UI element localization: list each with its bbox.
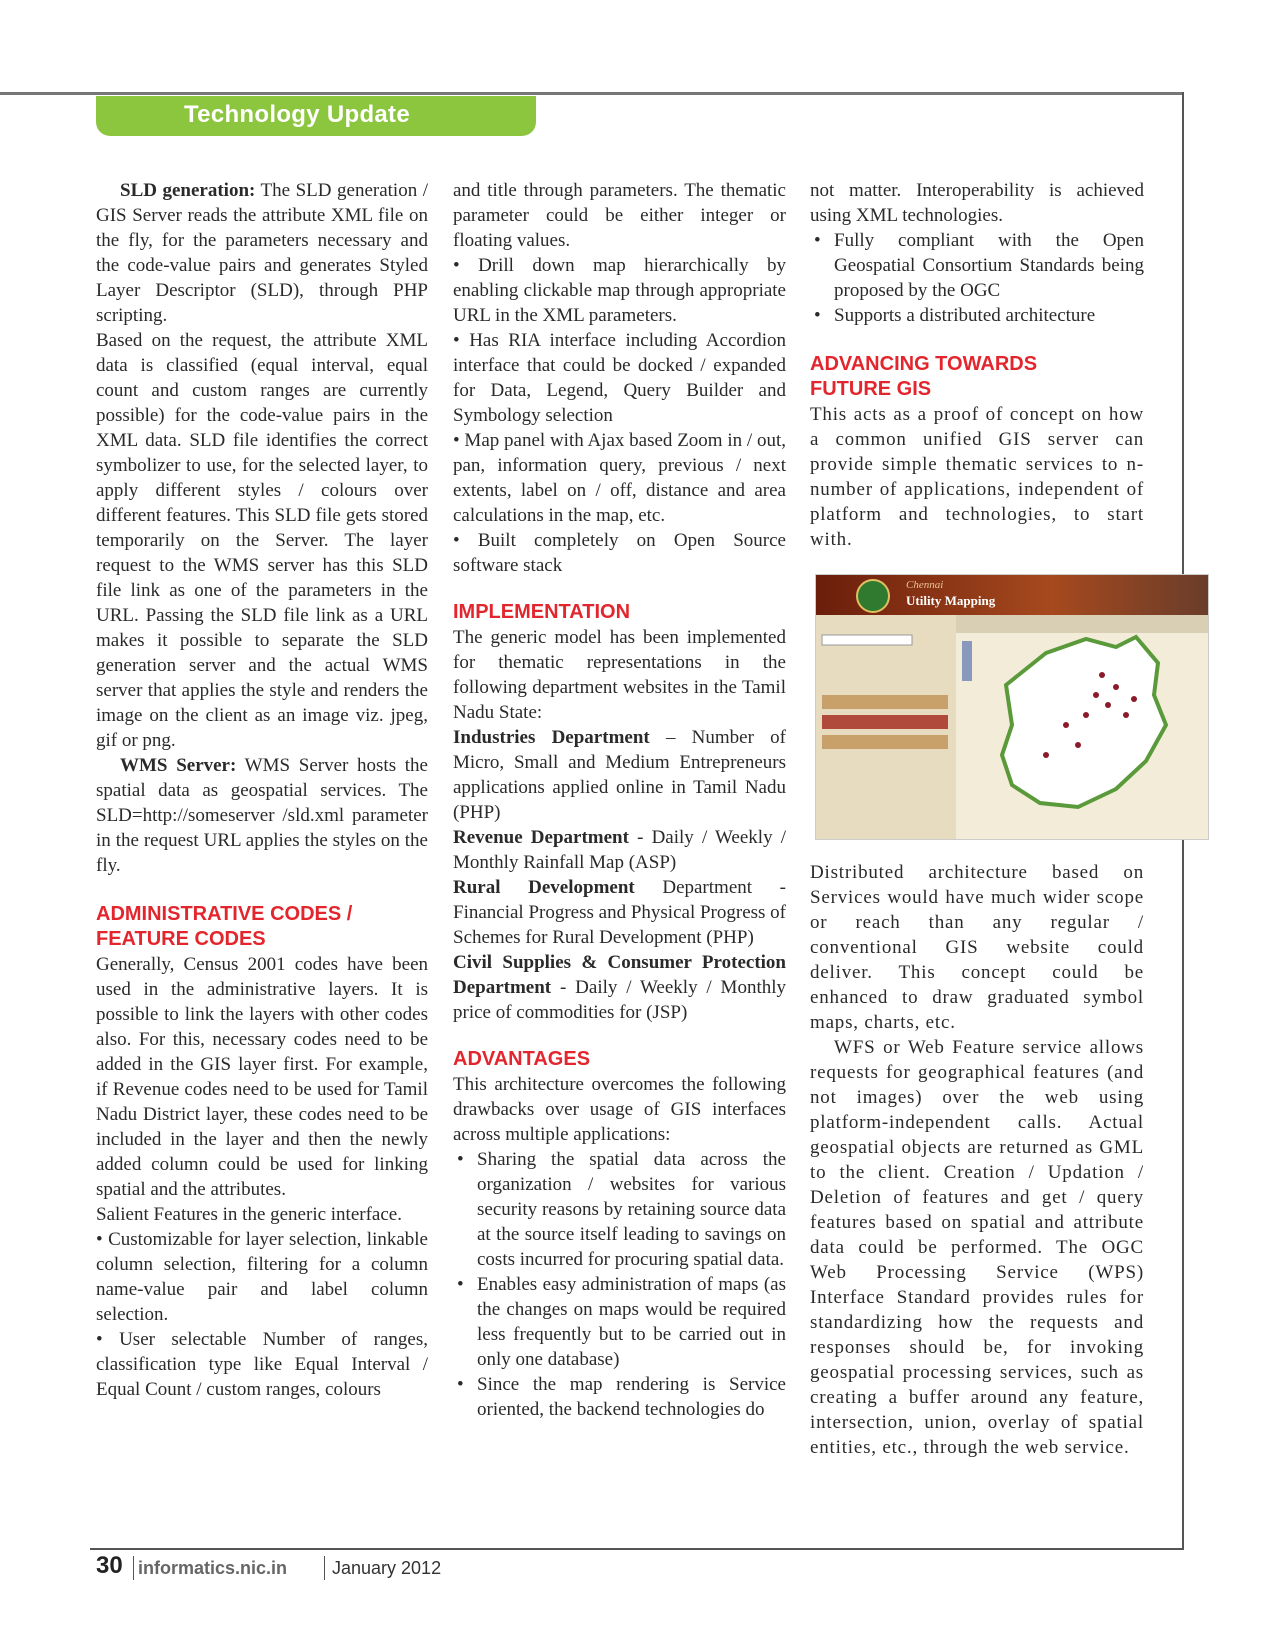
figure-title-city: Chennai — [906, 579, 944, 591]
sidebar-row — [822, 695, 948, 709]
dept-industries-name: Industries Department — [453, 727, 650, 748]
footer-site: informatics.nic.in — [138, 1558, 288, 1578]
paragraph-wfs: WFS or Web Feature service allows requests for geographical features (and not images) over the web using platform-independent calls. Actual geospatial objects are returned as GML to the client. Creation / Updation / Deletion of features and get / query features based on spatial and attribute data could be performed. The OGC Web Processing Service (WPS) Interface Standard provides rules for standardizing how the requests and responses should be, for invoking geospatial processing services, such as creating a buffer around any feature, intersection, union, overlay of spatial entities, etc., through the web service. — [810, 1037, 1144, 1458]
dept-rural-text: Department - Financial Progress and Physical Progress of Schemes for Rural Development (PHP) — [453, 877, 786, 948]
column-1 — [96, 178, 428, 1402]
paragraph-salient: Salient Features in the generic interface. — [96, 1204, 402, 1225]
dept-revenue-name: Revenue Department — [453, 827, 629, 848]
dept-rural — [453, 875, 786, 950]
heading-future-gis — [810, 352, 1144, 402]
sidebar-row — [822, 735, 948, 749]
list-item: • Supports a distributed architecture — [810, 303, 1144, 328]
paragraph-distributed: Distributed architecture based on Services would have much wider scope or reach than any regular / conventional GIS website could deliver. This concept could be enhanced to draw graduated symbol maps, charts, etc. — [810, 862, 1144, 1033]
utility-mapping-screenshot — [815, 574, 1209, 840]
paragraph-proof-of-concept: This acts as a proof of concept on how a common unified GIS server can provide simple thematic services to n-number of applications, independent of platform and technologies, to start with. — [810, 404, 1144, 550]
footer-divider — [133, 1556, 134, 1580]
lead-sld-generation: SLD generation: — [120, 180, 256, 201]
text-sld-generation: The SLD generation / GIS Server reads the attribute XML file on the fly, for the parameters necessary and the code-value pairs and generates Styled Layer Descriptor (SLD), through PHP scripting. — [96, 180, 428, 326]
map-illustration — [816, 575, 1208, 839]
bottom-rule — [90, 1548, 1184, 1550]
heading-future-line2: FUTURE GIS — [810, 378, 932, 400]
paragraph-request: Based on the request, the attribute XML data is classified (equal interval, equal count and custom ranges are currently possible) for the code-value pairs in the XML data. SLD file identifies the correct symbolizer to use, for the selected layer, to apply different styles / colours over different features. This SLD file gets stored temporarily on the Server. The layer request to the WMS server has this SLD file link as one of the parameters in the URL. Passing the SLD file link as a URL makes it possible to separate the SLD generation server and the actual WMS server that applies the style and renders the image on the client as an image viz. jpeg, gif or png. — [96, 330, 428, 751]
standards-list — [810, 228, 1144, 328]
text-wms-server: WMS Server hosts the spatial data as geospatial services. The SLD=http://someserver /sld.xml parameter in the request URL applies the styles on the fly. — [96, 755, 428, 876]
paragraph-implementation: The generic model has been implemented for thematic representations in the following department websites in the Tamil Nadu State: — [453, 627, 786, 723]
list-item: • Sharing the spatial data across the organization / websites for various security reasons by retaining source data at the source itself leading to savings on costs incurred for procuring spatial data. — [453, 1147, 786, 1272]
heading-future-line1: ADVANCING TOWARDS — [810, 353, 1038, 375]
list-item: • Fully compliant with the Open Geospatial Consortium Standards being proposed by the OGC — [810, 228, 1144, 303]
paragraph-interoperability: not matter. Interoperability is achieved using XML technologies. — [810, 180, 1144, 226]
section-banner — [96, 96, 536, 136]
top-rule — [0, 92, 1184, 95]
sidebar-row — [822, 715, 948, 729]
paragraph-advantages: This architecture overcomes the following drawbacks over usage of GIS interfaces across multiple applications: — [453, 1074, 786, 1145]
paragraph-sld-generation — [96, 178, 428, 328]
footer-date: January 2012 — [332, 1558, 442, 1578]
bullet-open-source: • Built completely on Open Source software stack — [453, 530, 786, 576]
paragraph-census: Generally, Census 2001 codes have been used in the administrative layers. It is possible to link the layers with other codes also. For this, necessary codes need to be added in the GIS layer first. For example, if Revenue codes need to be used for Tamil Nadu District layer, these codes need to be included in the layer and then the newly added column could be used for linking spatial and the attributes. — [96, 954, 428, 1200]
section-title: Technology Update — [184, 101, 410, 128]
zoom-control-icon — [962, 641, 972, 681]
heading-admin-codes — [96, 902, 428, 952]
heading-implementation: IMPLEMENTATION — [453, 601, 631, 623]
heading-advantages: ADVANTAGES — [453, 1048, 591, 1070]
dept-revenue — [453, 825, 786, 875]
dept-civil-supplies-text: - Daily / Weekly / Monthly price of commodities for (JSP) — [453, 977, 786, 1023]
district-boundary-shape — [1002, 637, 1166, 807]
list-item: • Since the map rendering is Service oriented, the backend technologies do — [453, 1372, 786, 1422]
column-2 — [453, 178, 786, 1422]
dept-industries-text: – Number of Micro, Small and Medium Entrepreneurs applications applied online in Tamil Nadu (PHP) — [453, 727, 786, 823]
dept-industries — [453, 725, 786, 825]
dept-civil-supplies — [453, 950, 786, 1025]
footer-divider — [324, 1556, 325, 1580]
bullet-map-panel: • Map panel with Ajax based Zoom in / out, pan, information query, previous / next extents, label on / off, distance and area calculations in the map, etc. — [453, 430, 786, 526]
sidebar-input — [822, 635, 912, 645]
paragraph-title-params: and title through parameters. The thematic parameter could be either integer or floating values. — [453, 180, 786, 251]
bullet-drill-down: • Drill down map hierarchically by enabling clickable map through appropriate URL in the XML parameters. — [453, 255, 786, 326]
heading-admin-line2: FEATURE CODES — [96, 928, 266, 950]
dept-revenue-text: - Daily / Weekly / Monthly Rainfall Map (ASP) — [453, 827, 787, 873]
bullet-user-selectable: • User selectable Number of ranges, classification type like Equal Interval / Equal Count / custom ranges, colours — [96, 1329, 428, 1400]
list-item: • Enables easy administration of maps (as the changes on maps would be required less frequently but to be carried out in only one database) — [453, 1272, 786, 1372]
dept-civil-supplies-name: Civil Supplies & Consumer Protection Department — [453, 952, 786, 998]
figure-title-app: Utility Mapping — [906, 593, 996, 608]
paragraph-wms-server — [96, 753, 428, 878]
dept-rural-name: Rural Development — [453, 877, 635, 898]
advantages-list — [453, 1147, 786, 1422]
lead-wms-server: WMS Server: — [120, 755, 237, 776]
page-number: 30 — [96, 1552, 123, 1579]
bullet-customizable: • Customizable for layer selection, linkable column selection, filtering for a column name-value pair and label column selection. — [96, 1229, 428, 1325]
map-toolbar — [956, 615, 1208, 633]
heading-admin-line1: ADMINISTRATIVE CODES / — [96, 903, 353, 925]
bullet-ria: • Has RIA interface including Accordion interface that could be docked / expanded for Data, Legend, Query Builder and Symbology selection — [453, 330, 786, 426]
